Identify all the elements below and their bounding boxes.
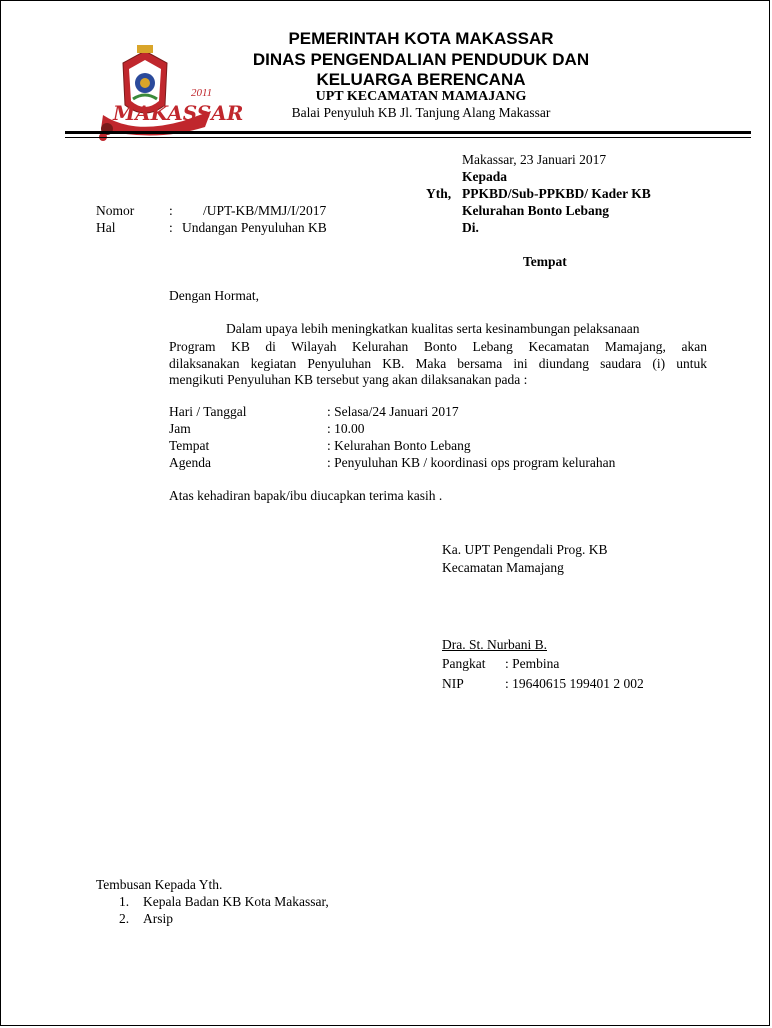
header-agency: DINAS PENGENDALIAN PENDUDUK DAN — [252, 50, 590, 69]
detail-label-agenda: Agenda — [169, 455, 211, 470]
copy-item-text: Kepala Badan KB Kota Makassar, — [143, 894, 329, 909]
nomor-value: /UPT-KB/MMJ/I/2017 — [203, 203, 327, 218]
detail-value-agenda: : Penyuluhan KB / koordinasi ops program kelurahan — [327, 455, 616, 470]
signature-title2: Kecamatan Mamajang — [442, 560, 564, 575]
tempat-label: Tempat — [523, 254, 567, 269]
rank-label: Pangkat — [442, 656, 486, 671]
logo-year: 2011 — [191, 87, 213, 99]
copy-item-number: 1. — [119, 894, 130, 909]
detail-label-time: Jam — [169, 421, 191, 436]
detail-label-date: Hari / Tanggal — [169, 404, 247, 419]
header-government: PEMERINTAH KOTA MAKASSAR — [288, 29, 554, 48]
nomor-label: Nomor — [96, 203, 135, 218]
paragraph-line4: mengikuti Penyuluhan KB tersebut yang akan dilaksanakan pada : — [169, 372, 528, 387]
header-agency-cont: KELUARGA BERENCANA — [316, 70, 526, 89]
signature-name: Dra. St. Nurbani B. — [442, 637, 547, 652]
rank-value: : Pembina — [505, 656, 560, 671]
nip-value: : 19640615 199401 2 002 — [505, 676, 644, 691]
closing-text: Atas kehadiran bapak/ibu diucapkan terima kasih . — [169, 488, 443, 503]
nip-label: NIP — [442, 676, 464, 691]
signature-title1: Ka. UPT Pengendali Prog. KB — [442, 542, 608, 557]
logo-text: MAKASSAR — [113, 101, 244, 125]
header-unit: UPT KECAMATAN MAMAJANG — [315, 89, 527, 104]
recipient-line2: Kelurahan Bonto Lebang — [462, 203, 610, 218]
di-label: Di. — [462, 220, 479, 235]
detail-label-place: Tempat — [169, 438, 210, 453]
hal-label: Hal — [96, 220, 116, 235]
yth-label: Yth, — [426, 186, 452, 201]
copy-item-number: 2. — [119, 911, 130, 926]
paragraph-line2: Program KB di Wilayah Kelurahan Bonto Lebang Kecamatan Mamajang, akan — [169, 339, 707, 354]
copy-heading: Tembusan Kepada Yth. — [96, 877, 223, 892]
paragraph-line3: dilaksanakan kegiatan Penyuluhan KB. Maka bersama ini diundang saudara (i) untuk — [169, 356, 707, 371]
header-address: Balai Penyuluh KB Jl. Tanjung Alang Makassar — [291, 105, 551, 120]
header-divider — [65, 131, 751, 134]
detail-value-date: : Selasa/24 Januari 2017 — [327, 404, 459, 419]
paragraph-line1: Dalam upaya lebih meningkatkan kualitas serta kesinambungan pelaksanaan — [226, 321, 640, 336]
detail-value-place: : Kelurahan Bonto Lebang — [327, 438, 471, 453]
greeting: Dengan Hormat, — [169, 288, 259, 303]
recipient-line1: PPKBD/Sub-PPKBD/ Kader KB — [462, 186, 651, 201]
detail-value-time: : 10.00 — [327, 421, 365, 436]
copy-item-text: Arsip — [143, 911, 173, 926]
kepada-label: Kepada — [462, 169, 508, 184]
nomor-colon: : — [169, 203, 173, 218]
header-divider-thin — [65, 137, 751, 138]
hal-colon: : — [169, 220, 173, 235]
place-date: Makassar, 23 Januari 2017 — [462, 152, 607, 167]
hal-value: Undangan Penyuluhan KB — [182, 220, 327, 235]
